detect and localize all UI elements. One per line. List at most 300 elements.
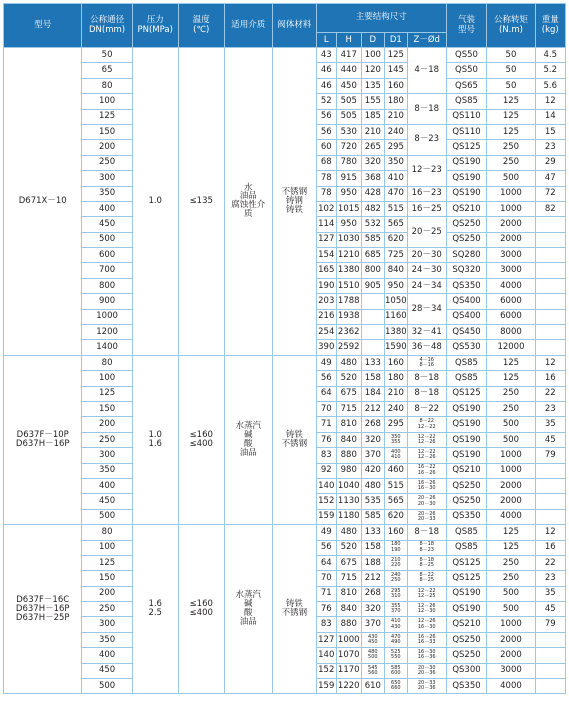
actuator-model-cell: QS85 bbox=[446, 355, 487, 370]
dim-d1-cell: 350 355 bbox=[384, 432, 407, 447]
actuator-model-cell: QS190 bbox=[446, 586, 487, 601]
dn-cell: 125 bbox=[82, 109, 132, 124]
dim-h-cell: 980 bbox=[336, 463, 361, 478]
dn-cell: 350 bbox=[82, 632, 132, 647]
dim-d1-cell: 410 430 bbox=[384, 617, 407, 632]
torque-cell: 4000 bbox=[487, 679, 535, 694]
weight-cell bbox=[535, 679, 565, 694]
dim-l-cell: 52 bbox=[316, 94, 336, 109]
medium-cell: 水蒸汽 碱 酸 油品 bbox=[224, 355, 272, 524]
dim-l-cell: 46 bbox=[316, 63, 336, 78]
dim-z-cell: 8－22 bbox=[407, 401, 446, 416]
weight-cell bbox=[535, 325, 565, 340]
dim-d-cell: 100 bbox=[361, 48, 384, 63]
dim-d-cell: 905 bbox=[361, 278, 384, 293]
dn-cell: 100 bbox=[82, 540, 132, 555]
actuator-model-cell: QS125 bbox=[446, 386, 487, 401]
dn-cell: 125 bbox=[82, 555, 132, 570]
dim-l-cell: 102 bbox=[316, 201, 336, 216]
dim-d1-cell: 1590 bbox=[384, 340, 407, 355]
dn-cell: 400 bbox=[82, 201, 132, 216]
dim-z-cell: 32－41 bbox=[407, 325, 446, 340]
dim-l-cell: 70 bbox=[316, 401, 336, 416]
dim-d1-cell: 620 bbox=[384, 232, 407, 247]
weight-cell: 16 bbox=[535, 540, 565, 555]
dim-d-cell: 120 bbox=[361, 63, 384, 78]
dim-d-cell: 428 bbox=[361, 186, 384, 201]
weight-cell: 23 bbox=[535, 401, 565, 416]
dim-d-cell: 610 bbox=[361, 679, 384, 694]
dn-cell: 80 bbox=[82, 78, 132, 93]
dim-h-cell: 1510 bbox=[336, 278, 361, 293]
dim-l-cell: 43 bbox=[316, 48, 336, 63]
dim-z-cell: 16－26 16－33 bbox=[407, 632, 446, 647]
actuator-model-cell: SQ280 bbox=[446, 248, 487, 263]
dn-cell: 200 bbox=[82, 417, 132, 432]
dim-h-cell: 520 bbox=[336, 371, 361, 386]
dn-cell: 300 bbox=[82, 617, 132, 632]
actuator-model-cell: QS190 bbox=[446, 186, 487, 201]
weight-cell: 29 bbox=[535, 155, 565, 170]
dn-cell: 150 bbox=[82, 124, 132, 139]
dim-l-cell: 152 bbox=[316, 494, 336, 509]
weight-cell bbox=[535, 463, 565, 478]
dn-cell: 250 bbox=[82, 432, 132, 447]
torque-cell: 2000 bbox=[487, 648, 535, 663]
weight-cell: 4.5 bbox=[535, 48, 565, 63]
dim-l-cell: 71 bbox=[316, 586, 336, 601]
dim-h-cell: 715 bbox=[336, 401, 361, 416]
dim-z-cell: 8－22 12－22 bbox=[407, 417, 446, 432]
dim-h-cell: 2362 bbox=[336, 325, 361, 340]
header-dim-l: L bbox=[316, 33, 336, 48]
dim-l-cell: 68 bbox=[316, 155, 336, 170]
dim-d-cell: 212 bbox=[361, 571, 384, 586]
dim-z-cell: 16－22 16－26 bbox=[407, 463, 446, 478]
dim-h-cell: 715 bbox=[336, 571, 361, 586]
dn-cell: 125 bbox=[82, 386, 132, 401]
dim-h-cell: 1220 bbox=[336, 679, 361, 694]
weight-cell: 45 bbox=[535, 602, 565, 617]
weight-cell bbox=[535, 340, 565, 355]
dim-l-cell: 56 bbox=[316, 109, 336, 124]
dim-h-cell: 950 bbox=[336, 217, 361, 232]
spec-table-body bbox=[4, 48, 566, 694]
dim-h-cell: 480 bbox=[336, 525, 361, 540]
weight-cell: 79 bbox=[535, 617, 565, 632]
dim-z-cell: 36－48 bbox=[407, 340, 446, 355]
actuator-model-cell: QS250 bbox=[446, 217, 487, 232]
weight-cell: 15 bbox=[535, 124, 565, 139]
dim-h-cell: 810 bbox=[336, 586, 361, 601]
weight-cell bbox=[535, 217, 565, 232]
dim-l-cell: 56 bbox=[316, 371, 336, 386]
actuator-model-cell: QS50 bbox=[446, 48, 487, 63]
dn-cell: 1000 bbox=[82, 309, 132, 324]
torque-cell: 250 bbox=[487, 555, 535, 570]
dim-h-cell: 1030 bbox=[336, 232, 361, 247]
weight-cell bbox=[535, 478, 565, 493]
dim-z-cell: 8－18 bbox=[407, 94, 446, 125]
weight-cell: 16 bbox=[535, 371, 565, 386]
torque-cell: 125 bbox=[487, 355, 535, 370]
medium-cell: 水蒸汽 碱 酸 油品 bbox=[224, 525, 272, 694]
temperature-cell: ≤160 ≤400 bbox=[178, 525, 224, 694]
dim-h-cell: 520 bbox=[336, 540, 361, 555]
actuator-model-cell: QS50 bbox=[446, 63, 487, 78]
dim-z-cell: 8－18 bbox=[407, 525, 446, 540]
dim-d-cell: 370 bbox=[361, 448, 384, 463]
torque-cell: 1000 bbox=[487, 463, 535, 478]
dim-h-cell: 810 bbox=[336, 417, 361, 432]
dim-d-cell: 158 bbox=[361, 371, 384, 386]
dim-d-cell bbox=[361, 294, 384, 309]
dim-z-cell: 12－22 12－26 bbox=[407, 432, 446, 447]
dn-cell: 150 bbox=[82, 401, 132, 416]
dim-d1-cell: 160 bbox=[384, 78, 407, 93]
torque-cell: 2000 bbox=[487, 494, 535, 509]
dim-d1-cell: 1050 bbox=[384, 294, 407, 309]
dn-cell: 300 bbox=[82, 448, 132, 463]
dn-cell: 450 bbox=[82, 217, 132, 232]
dim-l-cell: 159 bbox=[316, 679, 336, 694]
torque-cell: 125 bbox=[487, 109, 535, 124]
weight-cell: 5.2 bbox=[535, 63, 565, 78]
valve-spec-table bbox=[3, 3, 566, 694]
actuator-model-cell: QS530 bbox=[446, 340, 487, 355]
dn-cell: 700 bbox=[82, 263, 132, 278]
dim-l-cell: 78 bbox=[316, 186, 336, 201]
dim-d-cell: 185 bbox=[361, 109, 384, 124]
dim-d1-cell: 650 660 bbox=[384, 679, 407, 694]
actuator-model-cell: QS190 bbox=[446, 602, 487, 617]
weight-cell: 35 bbox=[535, 586, 565, 601]
dim-h-cell: 915 bbox=[336, 171, 361, 186]
dim-z-cell: 12－22 12－25 bbox=[407, 586, 446, 601]
dn-cell: 500 bbox=[82, 509, 132, 524]
weight-cell bbox=[535, 248, 565, 263]
dn-cell: 200 bbox=[82, 140, 132, 155]
dn-cell: 1400 bbox=[82, 340, 132, 355]
header-dim-d1: D1 bbox=[384, 33, 407, 48]
torque-cell: 125 bbox=[487, 540, 535, 555]
dim-h-cell: 1380 bbox=[336, 263, 361, 278]
dn-cell: 65 bbox=[82, 63, 132, 78]
dim-l-cell: 76 bbox=[316, 432, 336, 447]
header-pressure: 压力 PN(MPa) bbox=[132, 4, 178, 48]
dn-cell: 500 bbox=[82, 232, 132, 247]
model-cell: D637F－10P D637H－16P bbox=[4, 355, 82, 524]
header-dim-d: D bbox=[361, 33, 384, 48]
dim-d1-cell: 515 bbox=[384, 201, 407, 216]
dim-h-cell: 505 bbox=[336, 94, 361, 109]
dim-l-cell: 154 bbox=[316, 248, 336, 263]
torque-cell: 6000 bbox=[487, 309, 535, 324]
dim-z-cell: 20－33 20－36 bbox=[407, 679, 446, 694]
actuator-model-cell: QS85 bbox=[446, 540, 487, 555]
dim-d1-cell: 180 bbox=[384, 371, 407, 386]
torque-cell: 2000 bbox=[487, 632, 535, 647]
dim-h-cell: 1070 bbox=[336, 648, 361, 663]
dim-d-cell: 158 bbox=[361, 540, 384, 555]
pressure-cell: 1.0 1.6 bbox=[132, 355, 178, 524]
torque-cell: 50 bbox=[487, 63, 535, 78]
actuator-model-cell: SQ320 bbox=[446, 263, 487, 278]
dim-l-cell: 71 bbox=[316, 417, 336, 432]
temperature-cell: ≤160 ≤400 bbox=[178, 355, 224, 524]
actuator-model-cell: QS250 bbox=[446, 632, 487, 647]
torque-cell: 250 bbox=[487, 140, 535, 155]
dn-cell: 600 bbox=[82, 248, 132, 263]
dim-d-cell: 268 bbox=[361, 417, 384, 432]
dim-d-cell: 368 bbox=[361, 171, 384, 186]
dim-d1-cell: 210 220 bbox=[384, 555, 407, 570]
pressure-cell: 1.0 bbox=[132, 48, 178, 356]
header-dim-h: H bbox=[336, 33, 361, 48]
torque-cell: 12000 bbox=[487, 340, 535, 355]
torque-cell: 3000 bbox=[487, 663, 535, 678]
dim-h-cell: 720 bbox=[336, 140, 361, 155]
dim-l-cell: 254 bbox=[316, 325, 336, 340]
header-nominal-torque: 公称转矩 (N.m) bbox=[487, 4, 535, 48]
dn-cell: 450 bbox=[82, 494, 132, 509]
dim-d1-cell: 295 bbox=[384, 140, 407, 155]
dim-d-cell: 480 bbox=[361, 478, 384, 493]
dim-z-cell: 4－16 8－16 bbox=[407, 355, 446, 370]
dim-h-cell: 675 bbox=[336, 386, 361, 401]
dim-z-cell: 8－18 8－23 bbox=[407, 540, 446, 555]
dim-h-cell: 950 bbox=[336, 186, 361, 201]
dim-l-cell: 216 bbox=[316, 309, 336, 324]
dn-cell: 450 bbox=[82, 663, 132, 678]
dim-l-cell: 127 bbox=[316, 232, 336, 247]
dn-cell: 900 bbox=[82, 294, 132, 309]
header-temperature: 温度 (℃) bbox=[178, 4, 224, 48]
torque-cell: 2000 bbox=[487, 478, 535, 493]
medium-cell: 水 油品 腐蚀性介 质 bbox=[224, 48, 272, 356]
dim-d-cell: 535 bbox=[361, 494, 384, 509]
dim-h-cell: 505 bbox=[336, 109, 361, 124]
dim-l-cell: 70 bbox=[316, 571, 336, 586]
dim-l-cell: 83 bbox=[316, 617, 336, 632]
dim-d1-cell: 400 410 bbox=[384, 448, 407, 463]
header-dn: 公称通径 DN(mm) bbox=[82, 4, 132, 48]
dim-d-cell bbox=[361, 340, 384, 355]
actuator-model-cell: QS65 bbox=[446, 78, 487, 93]
dim-z-cell: 16－25 bbox=[407, 201, 446, 216]
dim-h-cell: 450 bbox=[336, 78, 361, 93]
dim-z-cell: 28－34 bbox=[407, 294, 446, 325]
dim-l-cell: 390 bbox=[316, 340, 336, 355]
dim-d1-cell: 125 bbox=[384, 48, 407, 63]
dim-d1-cell: 210 bbox=[384, 109, 407, 124]
dn-cell: 100 bbox=[82, 371, 132, 386]
dim-d-cell: 133 bbox=[361, 355, 384, 370]
actuator-model-cell: QS300 bbox=[446, 663, 487, 678]
dim-d-cell: 135 bbox=[361, 78, 384, 93]
dim-d1-cell: 350 bbox=[384, 155, 407, 170]
dim-d1-cell: 210 bbox=[384, 386, 407, 401]
dn-cell: 350 bbox=[82, 186, 132, 201]
dim-d1-cell: 950 bbox=[384, 278, 407, 293]
torque-cell: 2000 bbox=[487, 217, 535, 232]
dim-l-cell: 92 bbox=[316, 463, 336, 478]
dim-h-cell: 880 bbox=[336, 617, 361, 632]
dim-h-cell: 1788 bbox=[336, 294, 361, 309]
dim-l-cell: 60 bbox=[316, 140, 336, 155]
dim-d1-cell: 180 190 bbox=[384, 540, 407, 555]
table-row bbox=[4, 525, 566, 540]
dim-d1-cell: 565 bbox=[384, 217, 407, 232]
dim-d-cell: 155 bbox=[361, 94, 384, 109]
dim-h-cell: 840 bbox=[336, 432, 361, 447]
dn-cell: 1200 bbox=[82, 325, 132, 340]
weight-cell bbox=[535, 309, 565, 324]
dim-d-cell: 370 bbox=[361, 617, 384, 632]
torque-cell: 8000 bbox=[487, 325, 535, 340]
actuator-model-cell: QS190 bbox=[446, 401, 487, 416]
dim-z-cell: 20－26 20－30 bbox=[407, 494, 446, 509]
dim-d1-cell: 240 bbox=[384, 124, 407, 139]
torque-cell: 50 bbox=[487, 78, 535, 93]
torque-cell: 50 bbox=[487, 48, 535, 63]
dim-z-cell: 12－22 12－26 bbox=[407, 448, 446, 463]
material-cell: 铸铁 不锈钢 bbox=[272, 355, 316, 524]
dim-d-cell: 482 bbox=[361, 201, 384, 216]
dim-l-cell: 152 bbox=[316, 663, 336, 678]
dim-d-cell: 184 bbox=[361, 386, 384, 401]
dim-h-cell: 840 bbox=[336, 602, 361, 617]
actuator-model-cell: QS110 bbox=[446, 124, 487, 139]
torque-cell: 3000 bbox=[487, 248, 535, 263]
dim-d-cell: 800 bbox=[361, 263, 384, 278]
dim-d1-cell: 1380 bbox=[384, 325, 407, 340]
dim-l-cell: 56 bbox=[316, 540, 336, 555]
weight-cell bbox=[535, 278, 565, 293]
dim-l-cell: 83 bbox=[316, 448, 336, 463]
weight-cell bbox=[535, 632, 565, 647]
torque-cell: 125 bbox=[487, 371, 535, 386]
torque-cell: 250 bbox=[487, 155, 535, 170]
dim-d-cell: 320 bbox=[361, 602, 384, 617]
actuator-model-cell: QS190 bbox=[446, 171, 487, 186]
header-model: 型号 bbox=[4, 4, 82, 48]
torque-cell: 125 bbox=[487, 525, 535, 540]
dim-h-cell: 480 bbox=[336, 355, 361, 370]
dim-d-cell: 210 bbox=[361, 124, 384, 139]
dim-h-cell: 780 bbox=[336, 155, 361, 170]
dim-h-cell: 417 bbox=[336, 48, 361, 63]
weight-cell: 79 bbox=[535, 448, 565, 463]
dim-z-cell: 12－23 bbox=[407, 155, 446, 186]
torque-cell: 125 bbox=[487, 94, 535, 109]
actuator-model-cell: QS85 bbox=[446, 525, 487, 540]
weight-cell: 82 bbox=[535, 201, 565, 216]
weight-cell bbox=[535, 232, 565, 247]
dim-d1-cell: 515 bbox=[384, 478, 407, 493]
dim-z-cell: 16－30 16－36 bbox=[407, 648, 446, 663]
weight-cell: 5.6 bbox=[535, 78, 565, 93]
actuator-model-cell: QS110 bbox=[446, 109, 487, 124]
dim-d-cell: 420 bbox=[361, 463, 384, 478]
dim-l-cell: 127 bbox=[316, 632, 336, 647]
torque-cell: 500 bbox=[487, 417, 535, 432]
actuator-model-cell: QS350 bbox=[446, 679, 487, 694]
weight-cell: 12 bbox=[535, 525, 565, 540]
weight-cell: 47 bbox=[535, 171, 565, 186]
dim-l-cell: 64 bbox=[316, 386, 336, 401]
dn-cell: 200 bbox=[82, 586, 132, 601]
dim-z-cell: 8－22 8－25 bbox=[407, 571, 446, 586]
weight-cell: 12 bbox=[535, 94, 565, 109]
dim-l-cell: 165 bbox=[316, 263, 336, 278]
dim-h-cell: 1938 bbox=[336, 309, 361, 324]
dim-l-cell: 49 bbox=[316, 525, 336, 540]
dim-d-cell: 320 bbox=[361, 432, 384, 447]
dim-z-cell: 4－18 bbox=[407, 48, 446, 94]
actuator-model-cell: QS190 bbox=[446, 417, 487, 432]
dim-d1-cell: 295 bbox=[384, 417, 407, 432]
dn-cell: 400 bbox=[82, 648, 132, 663]
dim-z-cell: 24－34 bbox=[407, 278, 446, 293]
dim-d1-cell: 145 bbox=[384, 63, 407, 78]
dim-z-cell: 8－18 bbox=[407, 371, 446, 386]
weight-cell bbox=[535, 663, 565, 678]
dn-cell: 50 bbox=[82, 48, 132, 63]
dim-d1-cell: 180 bbox=[384, 94, 407, 109]
dim-d-cell: 585 bbox=[361, 509, 384, 524]
actuator-model-cell: QS210 bbox=[446, 201, 487, 216]
dim-z-cell: 16－26 16－30 bbox=[407, 478, 446, 493]
dim-h-cell: 440 bbox=[336, 63, 361, 78]
actuator-model-cell: QS125 bbox=[446, 571, 487, 586]
dim-z-cell: 12－26 12－30 bbox=[407, 602, 446, 617]
dim-h-cell: 1015 bbox=[336, 201, 361, 216]
dim-d-cell: 545 560 bbox=[361, 663, 384, 678]
dn-cell: 80 bbox=[82, 355, 132, 370]
dn-cell: 350 bbox=[82, 463, 132, 478]
table-row bbox=[4, 355, 566, 370]
actuator-model-cell: QS250 bbox=[446, 648, 487, 663]
dim-h-cell: 1210 bbox=[336, 248, 361, 263]
temperature-cell: ≤135 bbox=[178, 48, 224, 356]
dim-h-cell: 530 bbox=[336, 124, 361, 139]
weight-cell: 45 bbox=[535, 432, 565, 447]
dn-cell: 800 bbox=[82, 278, 132, 293]
weight-cell: 22 bbox=[535, 386, 565, 401]
dim-l-cell: 203 bbox=[316, 294, 336, 309]
dim-d-cell: 685 bbox=[361, 248, 384, 263]
dim-d1-cell: 525 550 bbox=[384, 648, 407, 663]
dim-z-cell: 12－26 16－30 bbox=[407, 617, 446, 632]
dim-l-cell: 56 bbox=[316, 124, 336, 139]
dn-cell: 250 bbox=[82, 602, 132, 617]
weight-cell: 22 bbox=[535, 555, 565, 570]
dim-d-cell: 320 bbox=[361, 155, 384, 170]
material-cell: 铸铁 不锈钢 bbox=[272, 525, 316, 694]
actuator-model-cell: QS250 bbox=[446, 494, 487, 509]
torque-cell: 1000 bbox=[487, 201, 535, 216]
torque-cell: 500 bbox=[487, 586, 535, 601]
dim-l-cell: 49 bbox=[316, 355, 336, 370]
dim-d1-cell: 355 370 bbox=[384, 602, 407, 617]
weight-cell bbox=[535, 648, 565, 663]
actuator-model-cell: QS250 bbox=[446, 478, 487, 493]
dim-d1-cell: 295 310 bbox=[384, 586, 407, 601]
torque-cell: 250 bbox=[487, 571, 535, 586]
dn-cell: 500 bbox=[82, 679, 132, 694]
header-body-material: 阀体材料 bbox=[272, 4, 316, 48]
